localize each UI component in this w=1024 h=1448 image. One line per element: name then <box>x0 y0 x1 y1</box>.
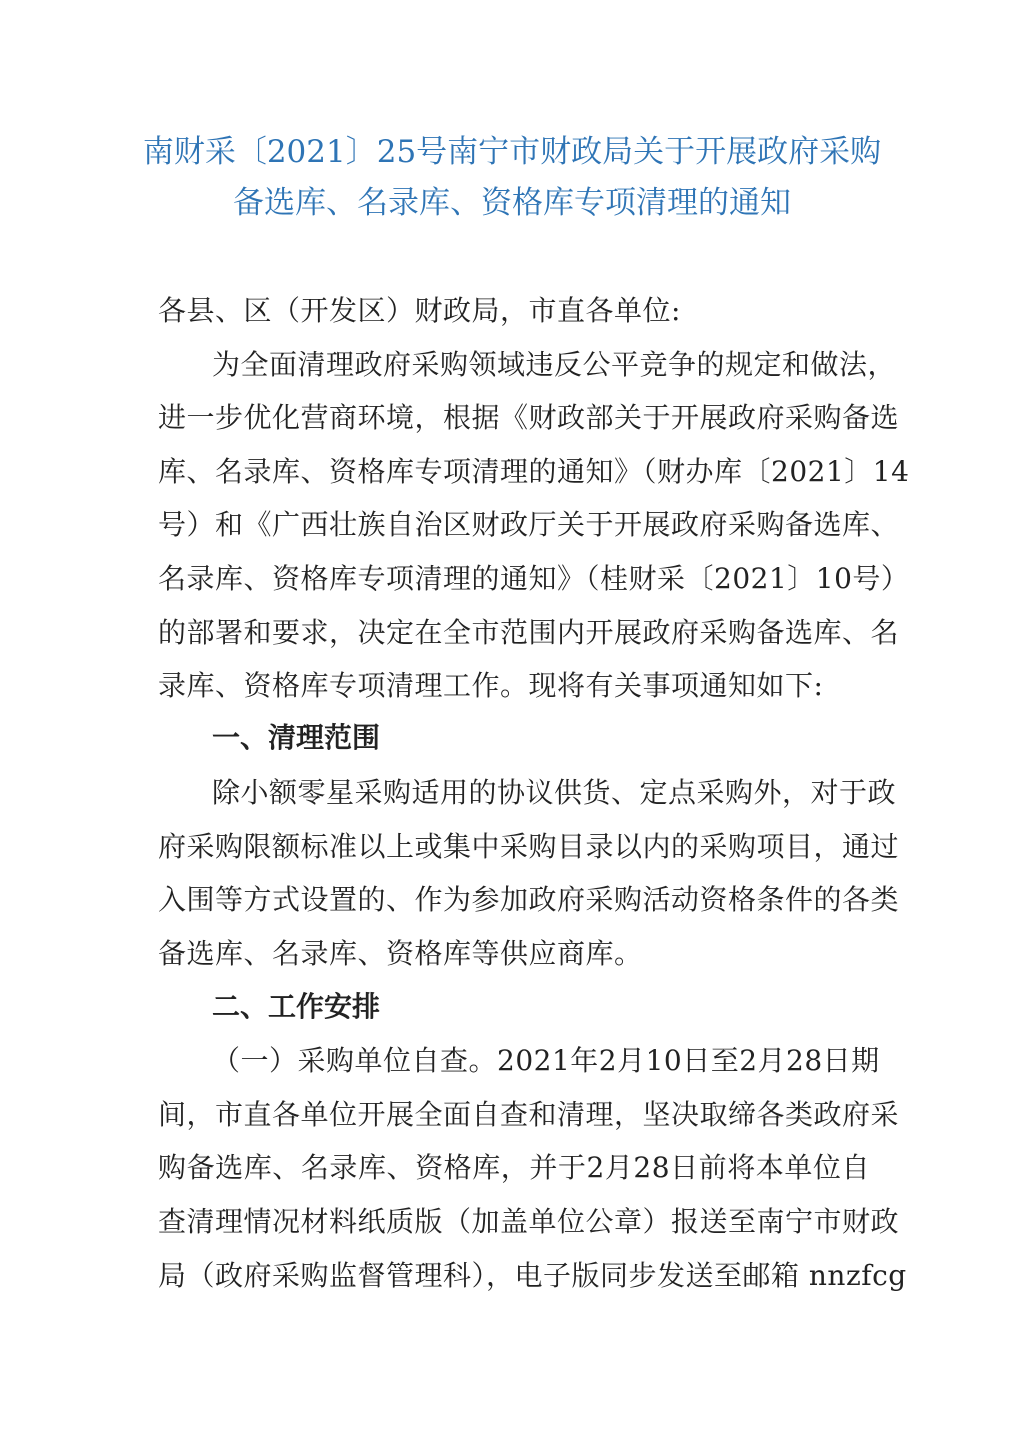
paragraph-line: 间，市直各单位开展全面自查和清理，坚决取缔各类政府采 <box>158 1098 900 1131</box>
paragraph-line: 进一步优化营商环境，根据《财政部关于开展政府采购备选 <box>158 401 900 434</box>
paragraph-line: （一）采购单位自查。2021年2月10日至2月28日期 <box>212 1044 880 1077</box>
document-title-line-2: 备选库、名录库、资格库专项清理的通知 <box>233 185 791 221</box>
paragraph-line: 备选库、名录库、资格库等供应商库。 <box>158 937 643 970</box>
paragraph-line: 局（政府采购监督管理科），电子版同步发送至邮箱 nnzfcg <box>158 1259 907 1292</box>
section-heading-scope: 一、清理范围 <box>212 721 381 754</box>
paragraph-line: 名录库、资格库专项清理的通知》（桂财采〔2021〕10号） <box>158 562 910 595</box>
document-title-line-1: 南财采〔2021〕25号南宁市财政局关于开展政府采购 <box>142 134 882 170</box>
paragraph-line: 除小额零星采购适用的协议供货、定点采购外，对于政 <box>212 776 897 809</box>
paragraph-line: 号）和《广西壮族自治区财政厅关于开展政府采购备选库、 <box>158 508 900 541</box>
paragraph-line: 府采购限额标准以上或集中采购目录以内的采购项目，通过 <box>158 830 900 863</box>
salutation: 各县、区（开发区）财政局，市直各单位: <box>158 294 681 327</box>
paragraph-line: 为全面清理政府采购领域违反公平竞争的规定和做法， <box>212 348 897 381</box>
paragraph-line: 库、名录库、资格库专项清理的通知》（财办库〔2021〕14 <box>158 455 910 488</box>
paragraph-line: 录库、资格库专项清理工作。现将有关事项通知如下: <box>158 669 824 702</box>
paragraph-line: 查清理情况材料纸质版（加盖单位公章）报送至南宁市财政 <box>158 1205 900 1238</box>
section-heading-arrangement: 二、工作安排 <box>212 990 381 1023</box>
paragraph-line: 购备选库、名录库、资格库，并于2月28日前将本单位自 <box>158 1151 870 1184</box>
paragraph-line: 入围等方式设置的、作为参加政府采购活动资格条件的各类 <box>158 883 900 916</box>
paragraph-line: 的部署和要求，决定在全市范围内开展政府采购备选库、名 <box>158 616 900 649</box>
